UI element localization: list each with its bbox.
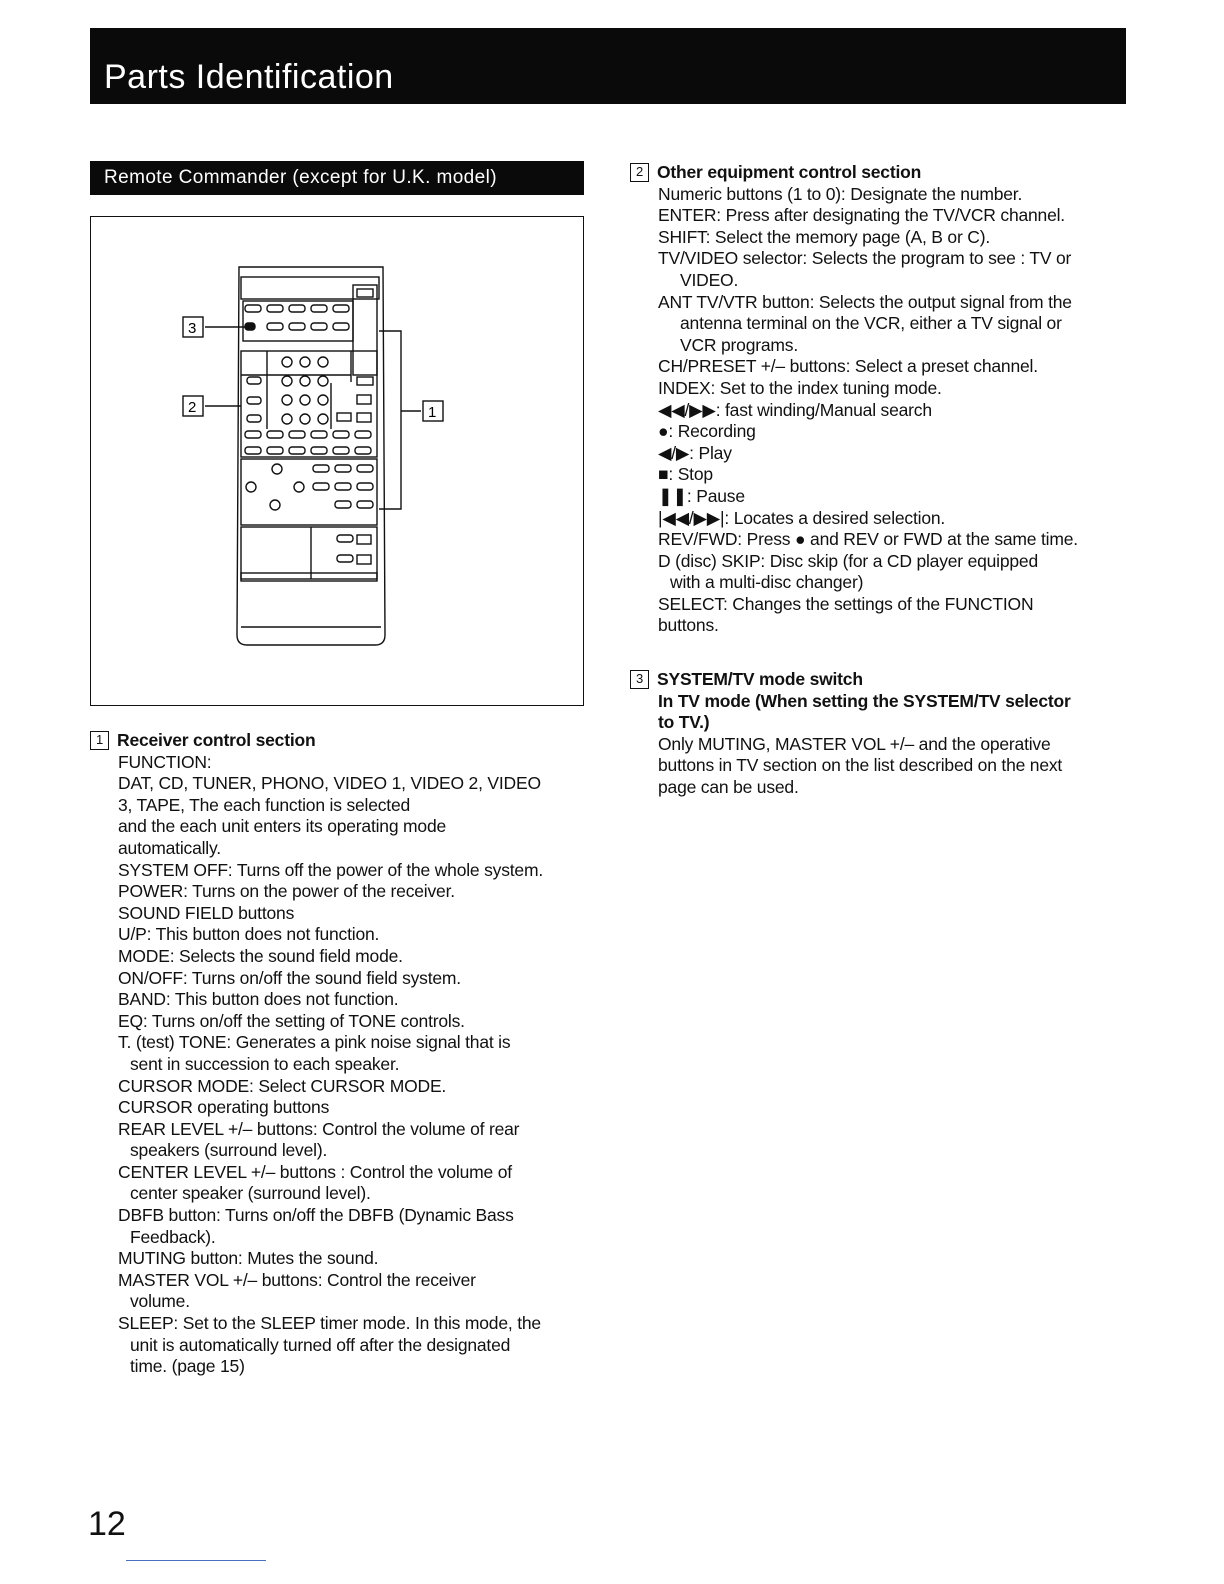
text-line: EQ: Turns on/off the setting of TONE controls. <box>118 1010 465 1031</box>
page-header-bar <box>90 28 1126 104</box>
section-2-heading <box>630 162 1118 184</box>
text-line: SOUND FIELD buttons <box>118 902 295 923</box>
text-line: sent in succession to each speaker. <box>130 1053 400 1074</box>
text-line: with a multi-disc changer) <box>670 572 864 593</box>
section-2-title: Other equipment control section <box>657 162 922 182</box>
text-line: ●: Recording <box>658 421 756 442</box>
text-line: Only MUTING, MASTER VOL +/– and the operative <box>658 733 1051 754</box>
text-line: unit is automatically turned off after the designated <box>130 1334 511 1355</box>
text-line: In TV mode (When setting the SYSTEM/TV selector <box>658 690 1071 711</box>
text-line: CURSOR operating buttons <box>118 1097 330 1118</box>
text-line: buttons in TV section on the list described on the next <box>658 755 1063 776</box>
text-line: page can be used. <box>658 776 799 797</box>
text-line: D (disc) SKIP: Disc skip (for a CD player equipped <box>658 550 1038 571</box>
text-line: 3, TAPE, The each function is selected <box>118 794 411 815</box>
text-line: ON/OFF: Turns on/off the sound field system. <box>118 967 461 988</box>
text-line: Numeric buttons (1 to 0): Designate the number. <box>658 183 1023 204</box>
text-line: MUTING button: Mutes the sound. <box>118 1248 379 1269</box>
remote-figure <box>90 216 584 706</box>
text-line: VCR programs. <box>680 334 798 355</box>
text-line: ENTER: Press after designating the TV/VCR channel. <box>658 205 1065 226</box>
section-2-number: 2 <box>630 163 649 182</box>
text-line: and the each unit enters its operating mode <box>118 816 447 837</box>
text-line: VIDEO. <box>680 269 739 290</box>
text-line: T. (test) TONE: Generates a pink noise signal that is <box>118 1032 511 1053</box>
page-title: Parts Identification <box>104 58 394 96</box>
receiver-control-section <box>95 730 588 1378</box>
section-1-number: 1 <box>90 731 109 750</box>
text-line: ◀/▶: Play <box>658 442 732 463</box>
callout-3: 3 <box>188 320 197 337</box>
text-line: SYSTEM OFF: Turns off the power of the whole system. <box>118 859 543 880</box>
text-line: speakers (surround level). <box>130 1140 328 1161</box>
section-1-body <box>118 752 588 1378</box>
text-line: MODE: Selects the sound field mode. <box>118 945 403 966</box>
text-line: |◀◀/▶▶|: Locates a desired selection. <box>658 507 946 528</box>
text-line: TV/VIDEO selector: Selects the program to see : TV or <box>658 248 1072 269</box>
section-1-title: Receiver control section <box>117 730 316 750</box>
section-2-body <box>658 184 1118 637</box>
text-line: automatically. <box>118 837 221 858</box>
text-line: CURSOR MODE: Select CURSOR MODE. <box>118 1075 447 1096</box>
text-line: INDEX: Set to the index tuning mode. <box>658 377 942 398</box>
text-line: volume. <box>130 1291 190 1312</box>
text-line: SHIFT: Select the memory page (A, B or C). <box>658 226 990 247</box>
footer-rule <box>126 1560 266 1561</box>
callout-2: 2 <box>188 399 197 416</box>
text-line: DBFB button: Turns on/off the DBFB (Dynamic Bass <box>118 1205 514 1226</box>
callout-1: 1 <box>428 404 437 421</box>
text-line: ❚❚: Pause <box>658 485 745 506</box>
section-subheader: Remote Commander (except for U.K. model) <box>90 161 584 195</box>
text-line: ■: Stop <box>658 464 713 485</box>
text-line: CENTER LEVEL +/– buttons : Control the volume of <box>118 1161 512 1182</box>
remote-diagram <box>91 217 585 707</box>
text-line: antenna terminal on the VCR, either a TV signal or <box>680 313 1062 334</box>
text-line: to TV.) <box>658 712 710 733</box>
section-3-title: SYSTEM/TV mode switch <box>657 669 863 689</box>
system-tv-switch-section <box>635 669 1118 799</box>
text-line: buttons. <box>658 615 719 636</box>
text-line: DAT, CD, TUNER, PHONO, VIDEO 1, VIDEO 2, VIDEO <box>118 773 541 794</box>
section-3-body <box>658 691 1118 799</box>
text-line: SLEEP: Set to the SLEEP timer mode. In this mode, the <box>118 1313 541 1334</box>
text-line: POWER: Turns on the power of the receiver. <box>118 881 455 902</box>
page-number: 12 <box>88 1505 126 1543</box>
text-line: U/P: This button does not function. <box>118 924 380 945</box>
text-line: center speaker (surround level). <box>130 1183 371 1204</box>
text-line: MASTER VOL +/– buttons: Control the receiver <box>118 1269 476 1290</box>
text-line: ANT TV/VTR button: Selects the output signal from the <box>658 291 1072 312</box>
text-line: SELECT: Changes the settings of the FUNCTION <box>658 593 1034 614</box>
text-line: BAND: This button does not function. <box>118 989 399 1010</box>
section-1-heading <box>90 730 588 752</box>
text-line: Feedback). <box>130 1226 216 1247</box>
section-3-number: 3 <box>630 670 649 689</box>
section-3-heading <box>630 669 1118 691</box>
text-line: time. (page 15) <box>130 1356 245 1377</box>
other-equipment-section <box>635 162 1118 637</box>
text-line: CH/PRESET +/– buttons: Select a preset channel. <box>658 356 1038 377</box>
text-line: FUNCTION: <box>118 751 212 772</box>
text-line: REAR LEVEL +/– buttons: Control the volume of rear <box>118 1118 520 1139</box>
text-line: REV/FWD: Press ● and REV or FWD at the same time. <box>658 529 1078 550</box>
text-line: ◀◀/▶▶: fast winding/Manual search <box>658 399 932 420</box>
